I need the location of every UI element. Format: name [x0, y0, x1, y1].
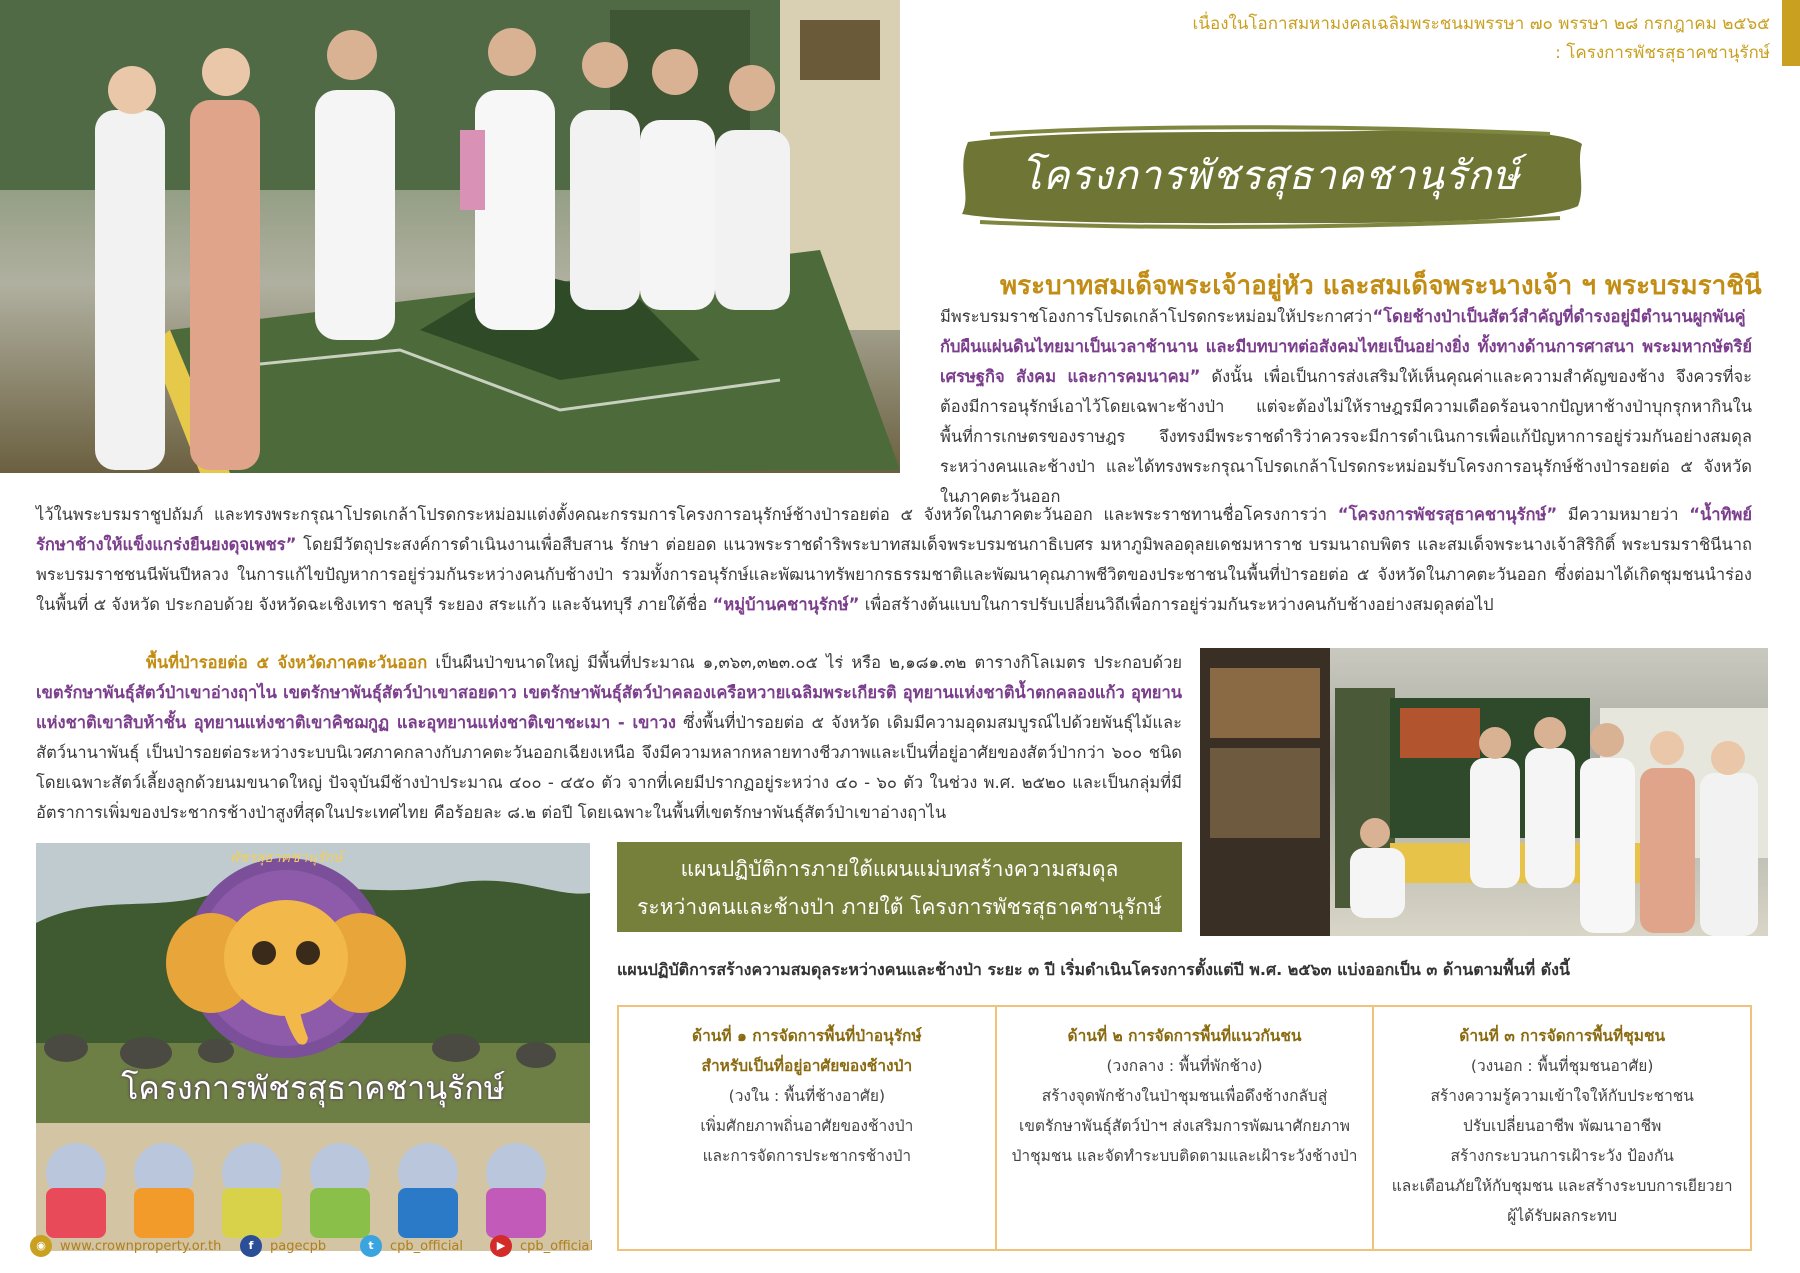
para2-text-a: ไว้ในพระบรมราชูปถัมภ์ และทรงพระกรุณาโปรดเกล้าโปรดกระหม่อมแต่งตั้งคณะกรรมการโครงการอนุรักษ์ช้างป่ารอยต่อ ๕ จังหวัดในภาคตะวันออก และพระราชทานชื่อโครงการว่า [36, 505, 1338, 524]
logo-arc-text: พัชรสุธาคชานุรักษ์ [229, 850, 343, 866]
para1-text-c: ดังนั้น เพื่อเป็นการส่งเสริมให้เห็นคุณค่าและความสำคัญของช้าง จึงควรที่จะต้องมีการอนุรักษ์เอาไว้โดยเฉพาะช้างป่า แต่จะต้องไม่ให้ราษฎรมีความเดือดร้อนจากปัญหาช้างป่าบุกรุกหากินในพื้นที่การเกษตรของราษฎร จึงทรงมีพระราชดำริว่าควรจะมีการดำเนินการเพื่อแก้ปัญหาการอยู่ร่วมกันอย่างสมดุลระหว่างคนและช้างป่า และได้ทรงพระกรุณาโปรดเกล้าโปรดกระหม่อมรับโครงการอนุรักษ์ช้างป่ารอยต่อ ๕ จังหวัดในภาคตะวันออก [940, 367, 1752, 506]
photo-royal-visit-drawing [0, 0, 900, 473]
para1-quote: “โดยช้างป่าเป็นสัตว์สำคัญที่ดำรงอยู่มีตำนานผูกพันคู่กับผืนแผ่นดินไทยมาเป็นเวลาช้านาน และมีบทบาทต่อสังคมไทยเป็นอย่างยิ่ง ทั้งทางด้านการศาสนา พระมหากษัตริย์ เศรษฐกิจ สังคม และการคมนาคม” [940, 307, 1752, 386]
para2-project-name: “โครงการพัชรสุธาคชานุรักษ์” [1337, 505, 1558, 524]
plan-title-line-1: แผนปฏิบัติการภายใต้แผนแม่บทสร้างความสมดุล [680, 857, 1119, 881]
para2-text-e: โดยมีวัตถุประสงค์การดำเนินงานเพื่อสืบสาน รักษา ต่อยอด แนวพระราชดำริพระบาทสมเด็จพระบรมชนกาธิเบศร มหาภูมิพลอดุลยเดชมหาราช บรมนาถบพิตร และสมเด็จพระนางเจ้าสิริกิติ์ พระบรมราชินีนาถ พระบรมราชชนนีพันปีหลวง ในการแก้ไขปัญหาการอยู่ร่วมกันระหว่างคนกับช้างป่า รวมทั้งการอนุรักษ์และพัฒนาทรัพยากรธรรมชาติและพัฒนาคุณภาพชีวิตของประชาชนในพื้นที่ป่ารอยต่อ ๕ จังหวัดในภาคตะวันออก ซึ่งต่อมาได้เกิดชุมชนนำร่องในพื้นที่ ๕ จังหวัด ประกอบด้วย จังหวัดฉะเชิงเทรา ชลบุรี ระยอง สระแก้ว และจันทบุรี ภายใต้ชื่อ [36, 535, 1752, 614]
area-3-line: (วงนอก : พื้นที่ชุมชนอาศัย) [1470, 1057, 1654, 1075]
footer-links [30, 1235, 610, 1261]
plan-title-line-2: ระหว่างคนและช้างป่า ภายใต้ โครงการพัชรสุธาคชานุรักษ์ [637, 895, 1162, 919]
area-1-line: และการจัดการประชากรช้างป่า [702, 1147, 912, 1165]
twitter-icon: t [360, 1235, 382, 1257]
paragraph-royal-command [940, 302, 1752, 512]
twitter-link[interactable] [360, 1235, 463, 1257]
page-header [1193, 10, 1770, 68]
area-3-line: สร้างความรู้ความเข้าใจให้กับประชาชน [1430, 1087, 1694, 1105]
plan-areas-table [617, 1005, 1752, 1251]
area-3-line: สร้างกระบวนการเฝ้าระวัง ป้องกัน [1450, 1147, 1674, 1165]
area-2-line: สร้างจุดพักช้างในป่าชุมชนเพื่อดึงช้างกลับสู่ [1041, 1087, 1328, 1105]
paragraph-forest-area [36, 648, 1182, 828]
website-text: www.crownproperty.or.th [60, 1238, 222, 1254]
photo-elephants-logo [36, 843, 590, 1251]
area-3-line: ปรับเปลี่ยนอาชีพ พัฒนาอาชีพ [1463, 1117, 1662, 1135]
facebook-link[interactable] [240, 1235, 326, 1257]
photo-exhibition-drawing [1200, 648, 1768, 936]
para3-area-title: พื้นที่ป่ารอยต่อ ๕ จังหวัดภาคตะวันออก [146, 653, 428, 672]
plan-title-box [617, 842, 1182, 932]
photo-exhibition-visit [1200, 648, 1768, 936]
area-3-line: ผู้ได้รับผลกระทบ [1507, 1207, 1618, 1225]
area-3-line: และเตือนภัยให้กับชุมชน และสร้างระบบการเยียวยา [1391, 1177, 1733, 1195]
para3-text-b: เป็นผืนป่าขนาดใหญ่ มีพื้นที่ประมาณ ๑,๓๖๓,๓๒๓.๐๕ ไร่ หรือ ๒,๑๘๑.๓๒ ตารางกิโลเมตร ประกอบด้วย [427, 653, 1182, 672]
header-ribbon [1782, 0, 1800, 66]
youtube-text: cpb_official [520, 1238, 594, 1254]
header-line-2: : โครงการพัชรสุธาคชานุรักษ์ [1555, 43, 1770, 63]
area-column-3 [1374, 1007, 1750, 1249]
youtube-icon: ▶ [490, 1235, 512, 1257]
header-line-1: เนื่องในโอกาสมหามงคลเฉลิมพระชนมพรรษา ๗๐ พรรษา ๒๘ กรกฎาคม ๒๕๖๕ [1192, 14, 1770, 34]
banner-title: โครงการพัชรสุธาคชานุรักษ์ [1020, 153, 1520, 199]
title-banner [950, 120, 1590, 235]
facebook-text: pagecpb [270, 1238, 327, 1254]
area-1-line: เพิ่มศักยภาพถิ่นอาศัยของช้างป่า [700, 1117, 914, 1135]
area-1-line: (วงใน : พื้นที่ช้างอาศัย) [728, 1087, 886, 1105]
para2-text-g: เพื่อสร้างต้นแบบในการปรับเปลี่ยนวิถีเพื่อการอยู่ร่วมกันระหว่างคนกับช้างอย่างสมดุลต่อไป [859, 595, 1494, 614]
paragraph-project-name [36, 500, 1752, 620]
para2-village-name: “หมู่บ้านคชานุรักษ์” [712, 595, 860, 614]
area-2-title: ด้านที่ ๒ การจัดการพื้นที่แนวกันชน [1067, 1027, 1302, 1045]
facebook-icon: f [240, 1235, 262, 1257]
area-1-title-line-1: ด้านที่ ๑ การจัดการพื้นที่ป่าอนุรักษ์ [692, 1027, 922, 1045]
globe-icon: ◉ [30, 1235, 52, 1257]
section-headline: พระบาทสมเด็จพระเจ้าอยู่หัว และสมเด็จพระนางเจ้า ฯ พระบรมราชินี [1000, 271, 1762, 301]
para2-meaning: “น้ำทิพย์รักษาช้างให้แข็งแกร่งยืนยงดุจเพชร” [36, 505, 1752, 554]
para3-protected-areas: เขตรักษาพันธุ์สัตว์ป่าเขาอ่างฤาไน เขตรักษาพันธุ์สัตว์ป่าเขาสอยดาว เขตรักษาพันธุ์สัตว์ป่าคลองเครือหวายเฉลิมพระเกียรติ อุทยานแห่งชาติน้ำตกคลองแก้ว อุทยานแห่งชาติเขาสิบห้าชั้น อุทยานแห่งชาติเขาคิชฌกูฏ และอุทยานแห่งชาติเขาชะเมา - เขาวง [36, 683, 1182, 732]
area-2-line: (วงกลาง : พื้นที่พักช้าง) [1106, 1057, 1263, 1075]
website-link[interactable] [30, 1235, 221, 1257]
twitter-text: cpb_official [390, 1238, 464, 1254]
para2-text-c: มีความหมายว่า [1557, 505, 1690, 524]
area-column-2 [997, 1007, 1375, 1249]
area-2-line: ป่าชุมชน และจัดทำระบบติดตามและเฝ้าระวังช้างป่า [1011, 1147, 1358, 1165]
photo-royal-visit-terrain-model [0, 0, 900, 473]
photo-elephants-drawing [36, 843, 590, 1251]
youtube-link[interactable] [490, 1235, 593, 1257]
logo-project-text: โครงการพัชรสุธาคชานุรักษ์ [121, 1069, 505, 1107]
area-column-1 [619, 1007, 997, 1249]
area-3-title: ด้านที่ ๓ การจัดการพื้นที่ชุมชน [1459, 1027, 1666, 1045]
para3-text-d: ซึ่งพื้นที่ป่ารอยต่อ ๕ จังหวัด เดิมมีความอุดมสมบูรณ์ไปด้วยพันธุ์ไม้และสัตว์นานาพันธุ์ เป็นป่ารอยต่อระหว่างระบบนิเวศภาคกลางกับภาคตะวันออกเฉียงเหนือ จึงมีความหลากหลายทางชีวภาพและเป็นที่อยู่อาศัยของสัตว์ป่ากว่า ๖๐๐ ชนิด โดยเฉพาะสัตว์เลี้ยงลูกด้วยนมขนาดใหญ่ ปัจจุบันมีช้างป่าประมาณ ๔๐๐ - ๔๕๐ ตัว จากที่เคยมีปรากฏอยู่ระหว่าง ๔๐ - ๖๐ ตัว ในช่วง พ.ศ. ๒๕๒๐ และเป็นกลุ่มที่มีอัตราการเพิ่มของประชากรช้างป่าสูงที่สุดในประเทศไทย คือร้อยละ ๘.๒ ต่อปี โดยเฉพาะในพื้นที่เขตรักษาพันธุ์สัตว์ป่าเขาอ่างฤาไน [36, 713, 1183, 822]
plan-subtitle: แผนปฏิบัติการสร้างความสมดุลระหว่างคนและช้างป่า ระยะ ๓ ปี เริ่มดำเนินโครงการตั้งแต่ปี พ.ศ. ๒๕๖๓ แบ่งออกเป็น ๓ ด้านตามพื้นที่ ดังนี้ [617, 960, 1570, 979]
area-2-line: เขตรักษาพันธุ์สัตว์ป่าฯ ส่งเสริมการพัฒนาศักยภาพ [1019, 1117, 1350, 1135]
para1-text-a: มีพระบรมราชโองการโปรดเกล้าโปรดกระหม่อมให้ประกาศว่า [940, 307, 1373, 326]
area-1-title-line-2: สำหรับเป็นที่อยู่อาศัยของช้างป่า [701, 1057, 913, 1075]
